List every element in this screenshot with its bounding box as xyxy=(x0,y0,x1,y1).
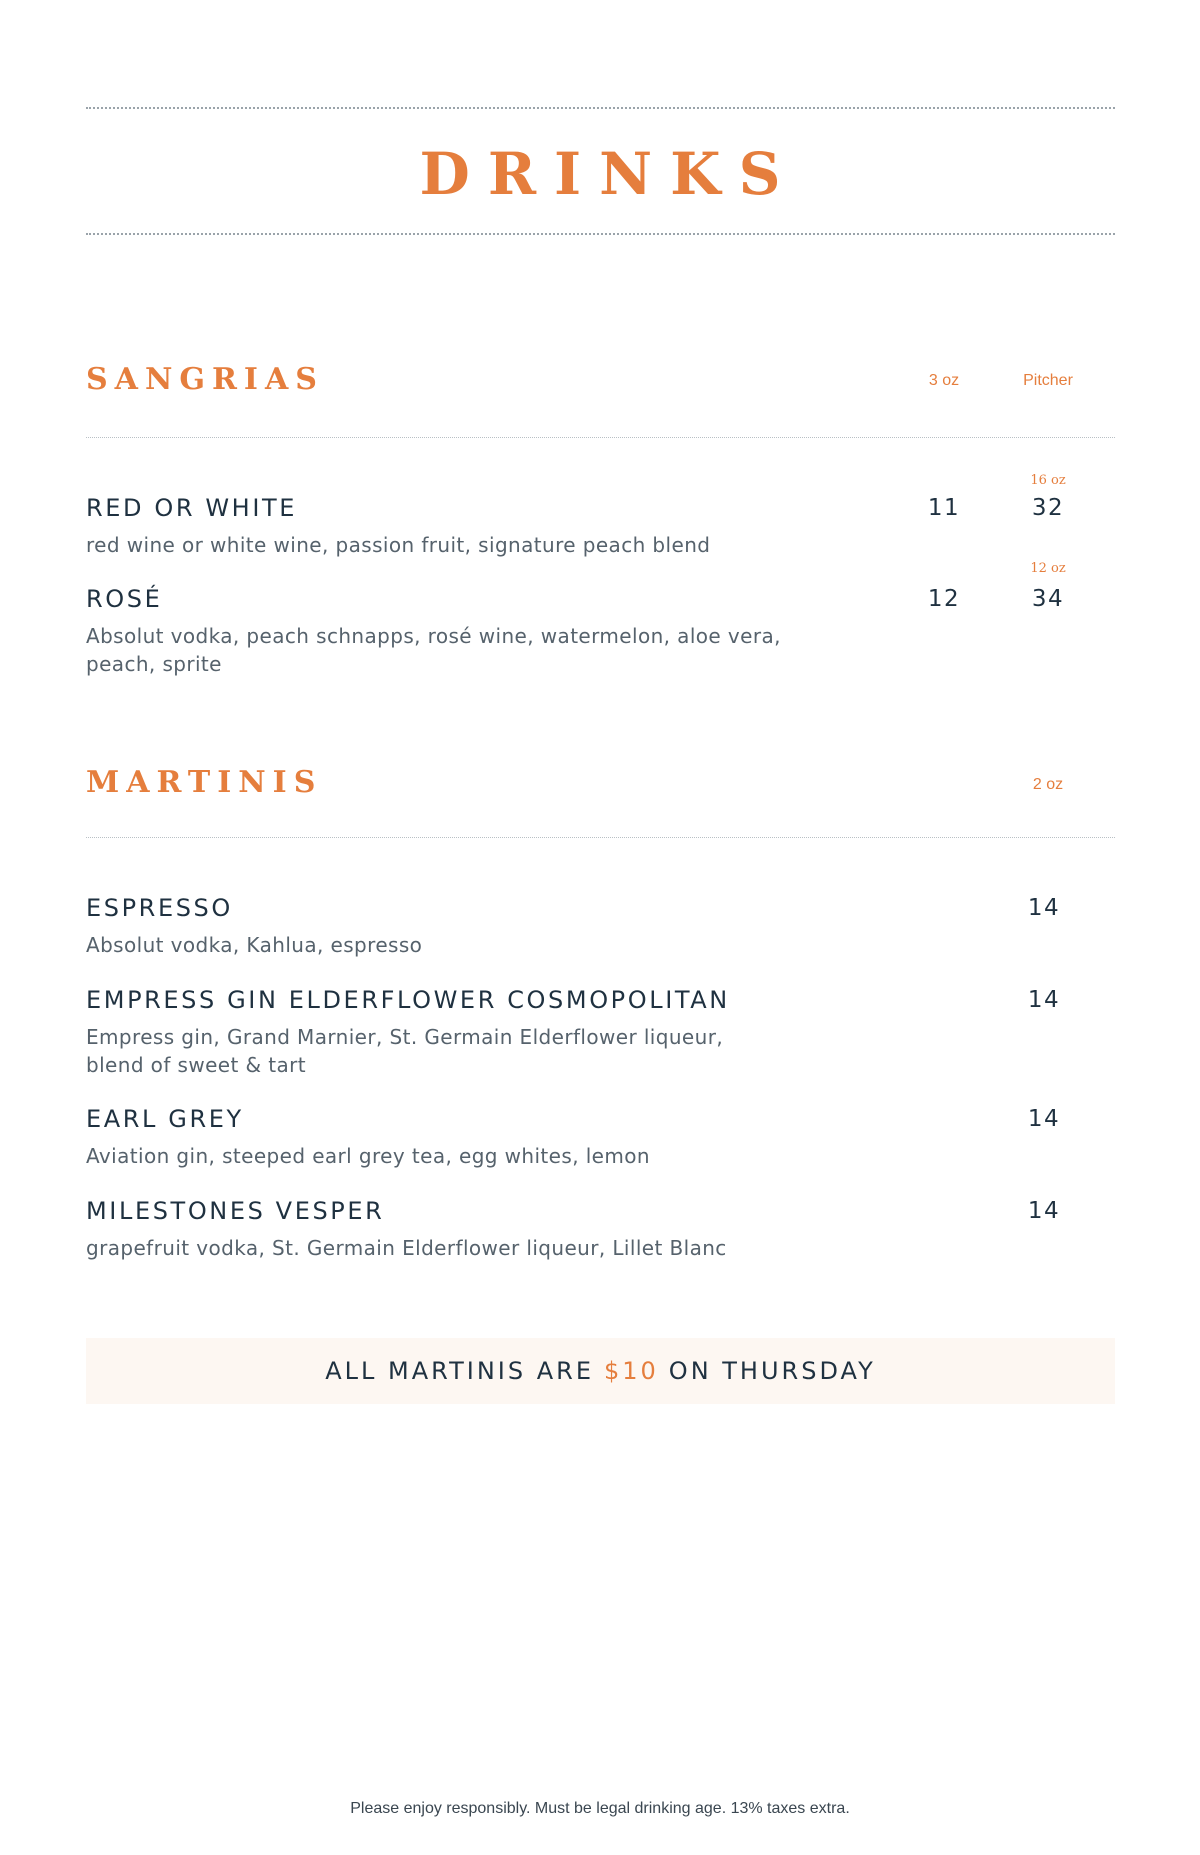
column-header-3oz: 3 oz xyxy=(928,372,960,389)
promo-banner xyxy=(86,1338,1115,1404)
menu-item-price-3oz: 11 xyxy=(927,495,961,521)
menu-item-description: Absolut vodka, peach schnapps, rosé wine, watermelon, aloe vera, peach, sprite xyxy=(86,624,781,676)
menu-item-price: 14 xyxy=(1027,987,1061,1013)
section-title-sangrias: SANGRIAS xyxy=(86,362,324,397)
menu-item-price: 14 xyxy=(1027,895,1061,921)
column-header-2oz: 2 oz xyxy=(1032,776,1064,793)
pitcher-size-note: 12 oz xyxy=(1030,561,1066,576)
menu-item-name: MILESTONES VESPER xyxy=(86,1197,385,1225)
menu-item-price: 14 xyxy=(1027,1106,1061,1132)
menu-item-description: Empress gin, Grand Marnier, St. Germain Elderflower liqueur, blend of sweet & tart xyxy=(86,1025,724,1077)
pitcher-size-note: 16 oz xyxy=(1030,473,1066,488)
menu-item-description: Absolut vodka, Kahlua, espresso xyxy=(86,933,423,957)
menu-item-price-pitcher: 32 xyxy=(1031,495,1065,521)
menu-item-name: ESPRESSO xyxy=(86,894,233,922)
menu-item-name: EMPRESS GIN ELDERFLOWER COSMOPOLITAN xyxy=(86,986,730,1014)
section-title-martinis: MARTINIS xyxy=(86,765,323,800)
page-title: DRINKS xyxy=(419,140,799,208)
menu-item-description: grapefruit vodka, St. Germain Elderflower liqueur, Lillet Blanc xyxy=(86,1236,727,1260)
promo-price-highlight: $10 xyxy=(603,1357,659,1385)
menu-item-name: ROSÉ xyxy=(86,585,163,613)
header-top-divider xyxy=(86,107,1115,109)
promo-text-prefix: ALL MARTINIS ARE xyxy=(325,1357,594,1385)
section-divider-sangrias xyxy=(86,437,1115,438)
menu-item-name: RED OR WHITE xyxy=(86,494,298,522)
footer-disclaimer: Please enjoy responsibly. Must be legal drinking age. 13% taxes extra. xyxy=(350,1800,850,1817)
menu-item-description: Aviation gin, steeped earl grey tea, egg whites, lemon xyxy=(86,1144,650,1168)
promo-text-suffix: ON THURSDAY xyxy=(668,1357,876,1385)
column-header-pitcher: Pitcher xyxy=(1023,372,1073,389)
menu-item-price-pitcher: 34 xyxy=(1031,586,1065,612)
menu-item-description: red wine or white wine, passion fruit, signature peach blend xyxy=(86,533,711,557)
menu-item-price: 14 xyxy=(1027,1198,1061,1224)
menu-item-name: EARL GREY xyxy=(86,1105,244,1133)
menu-item-price-3oz: 12 xyxy=(927,586,961,612)
section-divider-martinis xyxy=(86,837,1115,838)
header-bottom-divider xyxy=(86,233,1115,235)
